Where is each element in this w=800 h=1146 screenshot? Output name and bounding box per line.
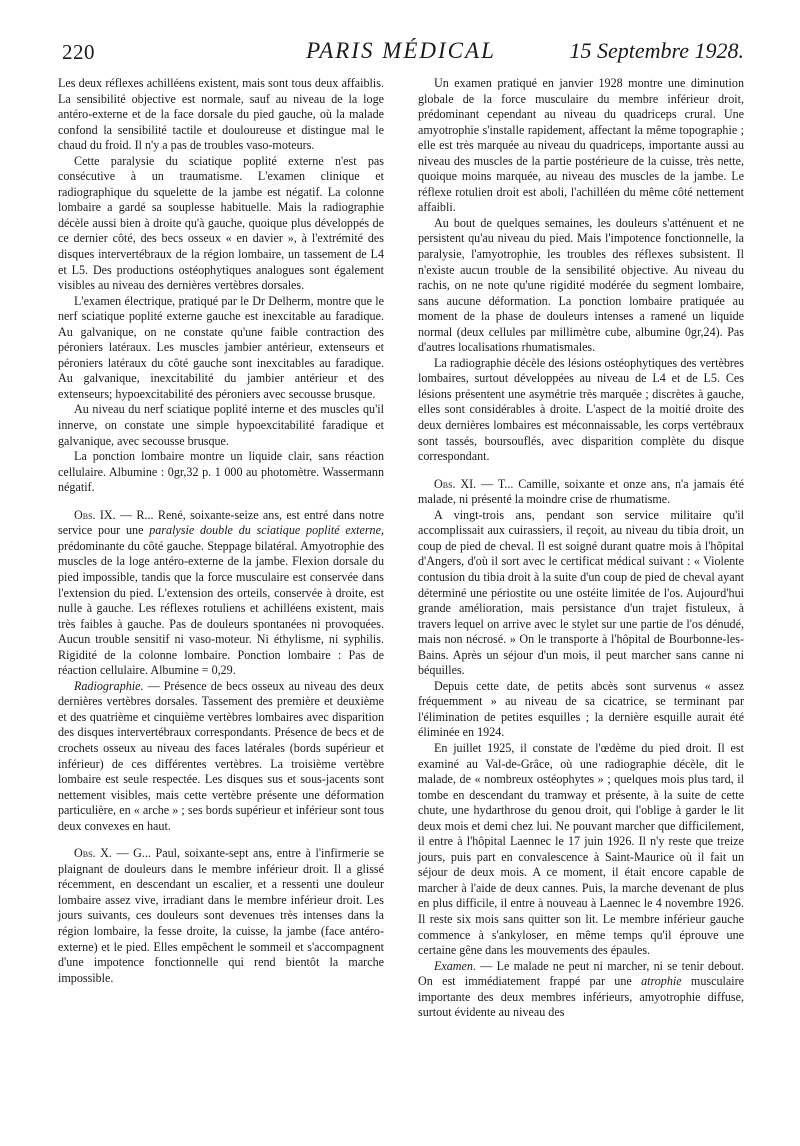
examination-text: musculaire importante des deux membres inférieurs, amyotrophie diffuse, surtout évidente au niveau des — [418, 974, 744, 1020]
radiography-label: Radiographie. — [74, 678, 144, 693]
issue-date: 15 Septembre 1928. — [569, 38, 744, 63]
paragraph: En juillet 1925, il constate de l'œdème du pied droit. Il est examiné au Val-de-Grâce, où une radiographie décèle, dit le malade, de « nombreux ostéophytes » ; quelques mois plus tard, il tombe en descendant du tramway et présente, à la suite de cette chute, une hydarthrose du genou droit, qui l'oblige à garder le lit deux mois et demi chez lui. Ne pouvant marcher que difficilement, il entre à l'hôpital Laennec le 17 juin 1926. Il n'y reste que treize jours, puis part en convalescence à Saint-Maurice où il fait un séjour de deux mois. A ce moment, il était encore capable de marcher à l'aide de deux cannes. Puis, la marche devenant de plus en plus difficile, il entre à nouveau à Laennec le 4 novembre 1926. Il reste six mois sans quitter son lit. Le membre inférieur gauche commence à s'ankyloser, en même temps qu'il éprouve une certaine gêne dans les mouvements des épaules. — [418, 740, 744, 958]
observation-text: prédominante du côté gauche. Steppage bilatéral. Amyotrophie des muscles de la loge antéro-externe de la jambe. Flexion dorsale du pied impossible, tandis que la force musculaire est conservée dans l'extension du pied. L'extension des orteils, conservée à droite, est nulle à gauche. Les réflexes rotuliens et achilléens existent, mais très faibles à gauche. Pas de douleurs spontanées ni provoquées. Aucun trouble sensitif ni vaso-moteur. Ni éthylisme, ni syphilis. Rigidité de la colonne lombaire. Ponction lombaire : Pas de réaction cellulaire. Albumine = 0,29. — [58, 538, 384, 678]
observation-text: — R... René, soixante-seize ans, est entré dans notre service pour une — [58, 507, 384, 538]
examination-emphasis: atrophie — [641, 974, 682, 989]
paragraph: L'examen électrique, pratiqué par le Dr Delherm, montre que le nerf sciatique poplité externe gauche est inexcitable au faradique. Au galvanique, on ne constate qu'une faible contraction des péroniers latéraux. Les muscles jambier antérieur, extenseurs et péroniers latéraux du côté gauche sont inexcitables au faradique. Au galvanique, inexcitabilité du jambier antérieur et des extenseurs; hypoexcitabilité des péroniers avec secousse brusque. — [58, 293, 384, 401]
observation-label: Obs. XI. — [434, 476, 477, 491]
page-header — [58, 34, 744, 68]
observation-emphasis: paralysie double du sciatique poplité externe, — [149, 523, 384, 538]
observation-10 — [58, 846, 384, 986]
observation-text: — G... Paul, soixante-sept ans, entre à l'infirmerie se plaignant de douleurs dans le membre inférieur droit. Il a glissé récemment, en descendant un escalier, et a ressenti une douleur lombaire assez vive, irradiant dans le membre inférieur droit. Les jours suivants, ces douleurs sont devenues très intenses dans la région lombaire, la fesse droite, la cuisse, la jambe (face antéro-externe) et le pied. Elles empêchent le sommeil et s'accompagnent d'une impotence fonctionnelle qui rend bientôt la marche impossible. — [58, 846, 385, 985]
right-column — [418, 76, 744, 1021]
page-number: 220 — [62, 40, 95, 64]
paragraph: La ponction lombaire montre un liquide clair, sans réaction cellulaire. Albumine : 0gr,32 p. 1 000 au photomètre. Wassermann négatif. — [58, 449, 384, 495]
paragraph: Depuis cette date, de petits abcès sont survenus « assez fréquemment » au niveau de sa cicatrice, se terminant par l'élimination de petites esquilles ; la dernière esquille aurait été éliminée en 1924. — [418, 678, 744, 740]
left-column — [58, 76, 384, 986]
journal-title: PARIS MÉDICAL — [306, 38, 496, 63]
paragraph: Un examen pratiqué en janvier 1928 montre une diminution globale de la force musculaire du membre inférieur droit, prédominant cependant au niveau du quadriceps crural. Une amyotrophie s'installe rapidement, affectant la même topographie ; elle est très marquée au niveau du quadriceps, importante aussi au niveau des muscles de la partie postérieure de la cuisse, très nette, quoique moins marquée, au niveau des muscles de la jambe. Le réflexe rotulien droit est aboli, l'achilléen du même côté nettement affaibli. — [418, 76, 744, 215]
examination-paragraph — [418, 959, 744, 1021]
observation-11 — [418, 477, 744, 508]
paragraph: A vingt-trois ans, pendant son service militaire qu'il accomplissait aux cuirassiers, il reçoit, au niveau du tibia droit, un coup de pied de cheval. Il est soigné durant quatre mois à l'hôpital d'Angers, d'où il sort avec le certificat médical suivant : « Violente contusion du tibia droit à la suite d'un coup de pied de cheval ayant déterminé une périostite ou une ostéite limitée de l'os. Aujourd'hui grande amélioration, mais persistance d'un trajet fistuleux, à travers lequel on arrive avec le stylet sur une partie de l'os dénudé, mais non nécrosé. » On le transporte à l'hôpital de Bourbonne-les-Bains. Après un séjour d'un mois, il peut marcher sans canne ni béquilles. — [418, 507, 744, 678]
examination-text: — Le malade ne peut ni marcher, ni se tenir debout. On est immédiatement frappé par une — [418, 958, 744, 989]
observation-label: Obs. IX. — [74, 507, 116, 522]
paragraph: La radiographie décèle des lésions ostéophytiques des vertèbres lombaires, surtout développées au niveau de L4 et de L5. Ces lésions présentent une asymétrie très marquée ; discrètes à gauche, elles sont considérables à droite. L'aspect de la moitié droite des deux dernières lombaires est méconnaissable, les corps vertébraux sont tassés, boursouflés, avec disparition complète du disque correspondant. — [418, 355, 744, 464]
radiography-paragraph — [58, 679, 384, 834]
observation-text: — T... Camille, soixante et onze ans, n'a jamais été malade, ni présenté la moindre crise de rhumatisme. — [418, 476, 744, 507]
paragraph: Cette paralysie du sciatique poplité externe n'est pas consécutive à un traumatisme. L'examen clinique et radiographique du squelette de la jambe est négatif. La colonne lombaire a gardé sa souplesse habituelle. Mais la radiographie décèle aussi bien à droite qu'à gauche, quoique plus développés de ce dernier côté, des becs osseux « en davier », à l'extrémité des disques intervertébraux de la région lombaire, un tassement de L4 et L5. Des productions ostéophytiques analogues sont également visibles au niveau des dernières vertèbres dorsales. — [58, 153, 384, 293]
observation-label: Obs. X. — [74, 846, 112, 861]
examination-label: Examen. — [434, 958, 476, 973]
radiography-text: — Présence de becs osseux au niveau des deux dernières vertèbres dorsales. Tassement des première et deuxième et des quatrième et cinquième vertèbres lombaires avec disparition des disques intervertébraux correspondants. Présence de becs et de crochets osseux au niveau des faces latérales (bords supérieur et inférieur) de ces différentes vertèbres. La troisième vertèbre lombaire est seule respectée. Les disques sus et sous-jacents sont nettement visibles, mais cette vertèbre présente une déformation particulière, en « arche » ; ses bords supérieur et inférieur sont tous deux convexes en haut. — [58, 678, 384, 833]
paragraph: Les deux réflexes achilléens existent, mais sont tous deux affaiblis. La sensibilité objective est normale, sauf au niveau de la loge antéro-externe et de la face dorsale du pied gauche, où la malade confond la sensibilité tactile et douloureuse et distingue mal le chaud du froid. Il n'y a pas de troubles vaso-moteurs. — [58, 76, 384, 153]
paragraph: Au bout de quelques semaines, les douleurs s'atténuent et ne persistent qu'au niveau du pied. Mais l'impotence fonctionnelle, la paralysie, l'amyotrophie, les troubles des réflexes subsistent. Il n'existe aucun trouble de la sensibilité objective. Au niveau du rachis, on ne note qu'une rigidité modérée du segment lombaire, sans aucune déformation. La ponction lombaire pratiquée au moment de la phase de douleurs intenses a ramené un liquide normal (deux cellules par millimètre cube, albumine 0gr,24). Pas d'autres localisations rhumatismales. — [418, 215, 744, 355]
observation-9 — [58, 508, 384, 679]
paragraph: Au niveau du nerf sciatique poplité interne et des muscles qu'il innerve, on constate une simple hypoexcitabilité faradique et galvanique, avec secousse brusque. — [58, 402, 384, 448]
